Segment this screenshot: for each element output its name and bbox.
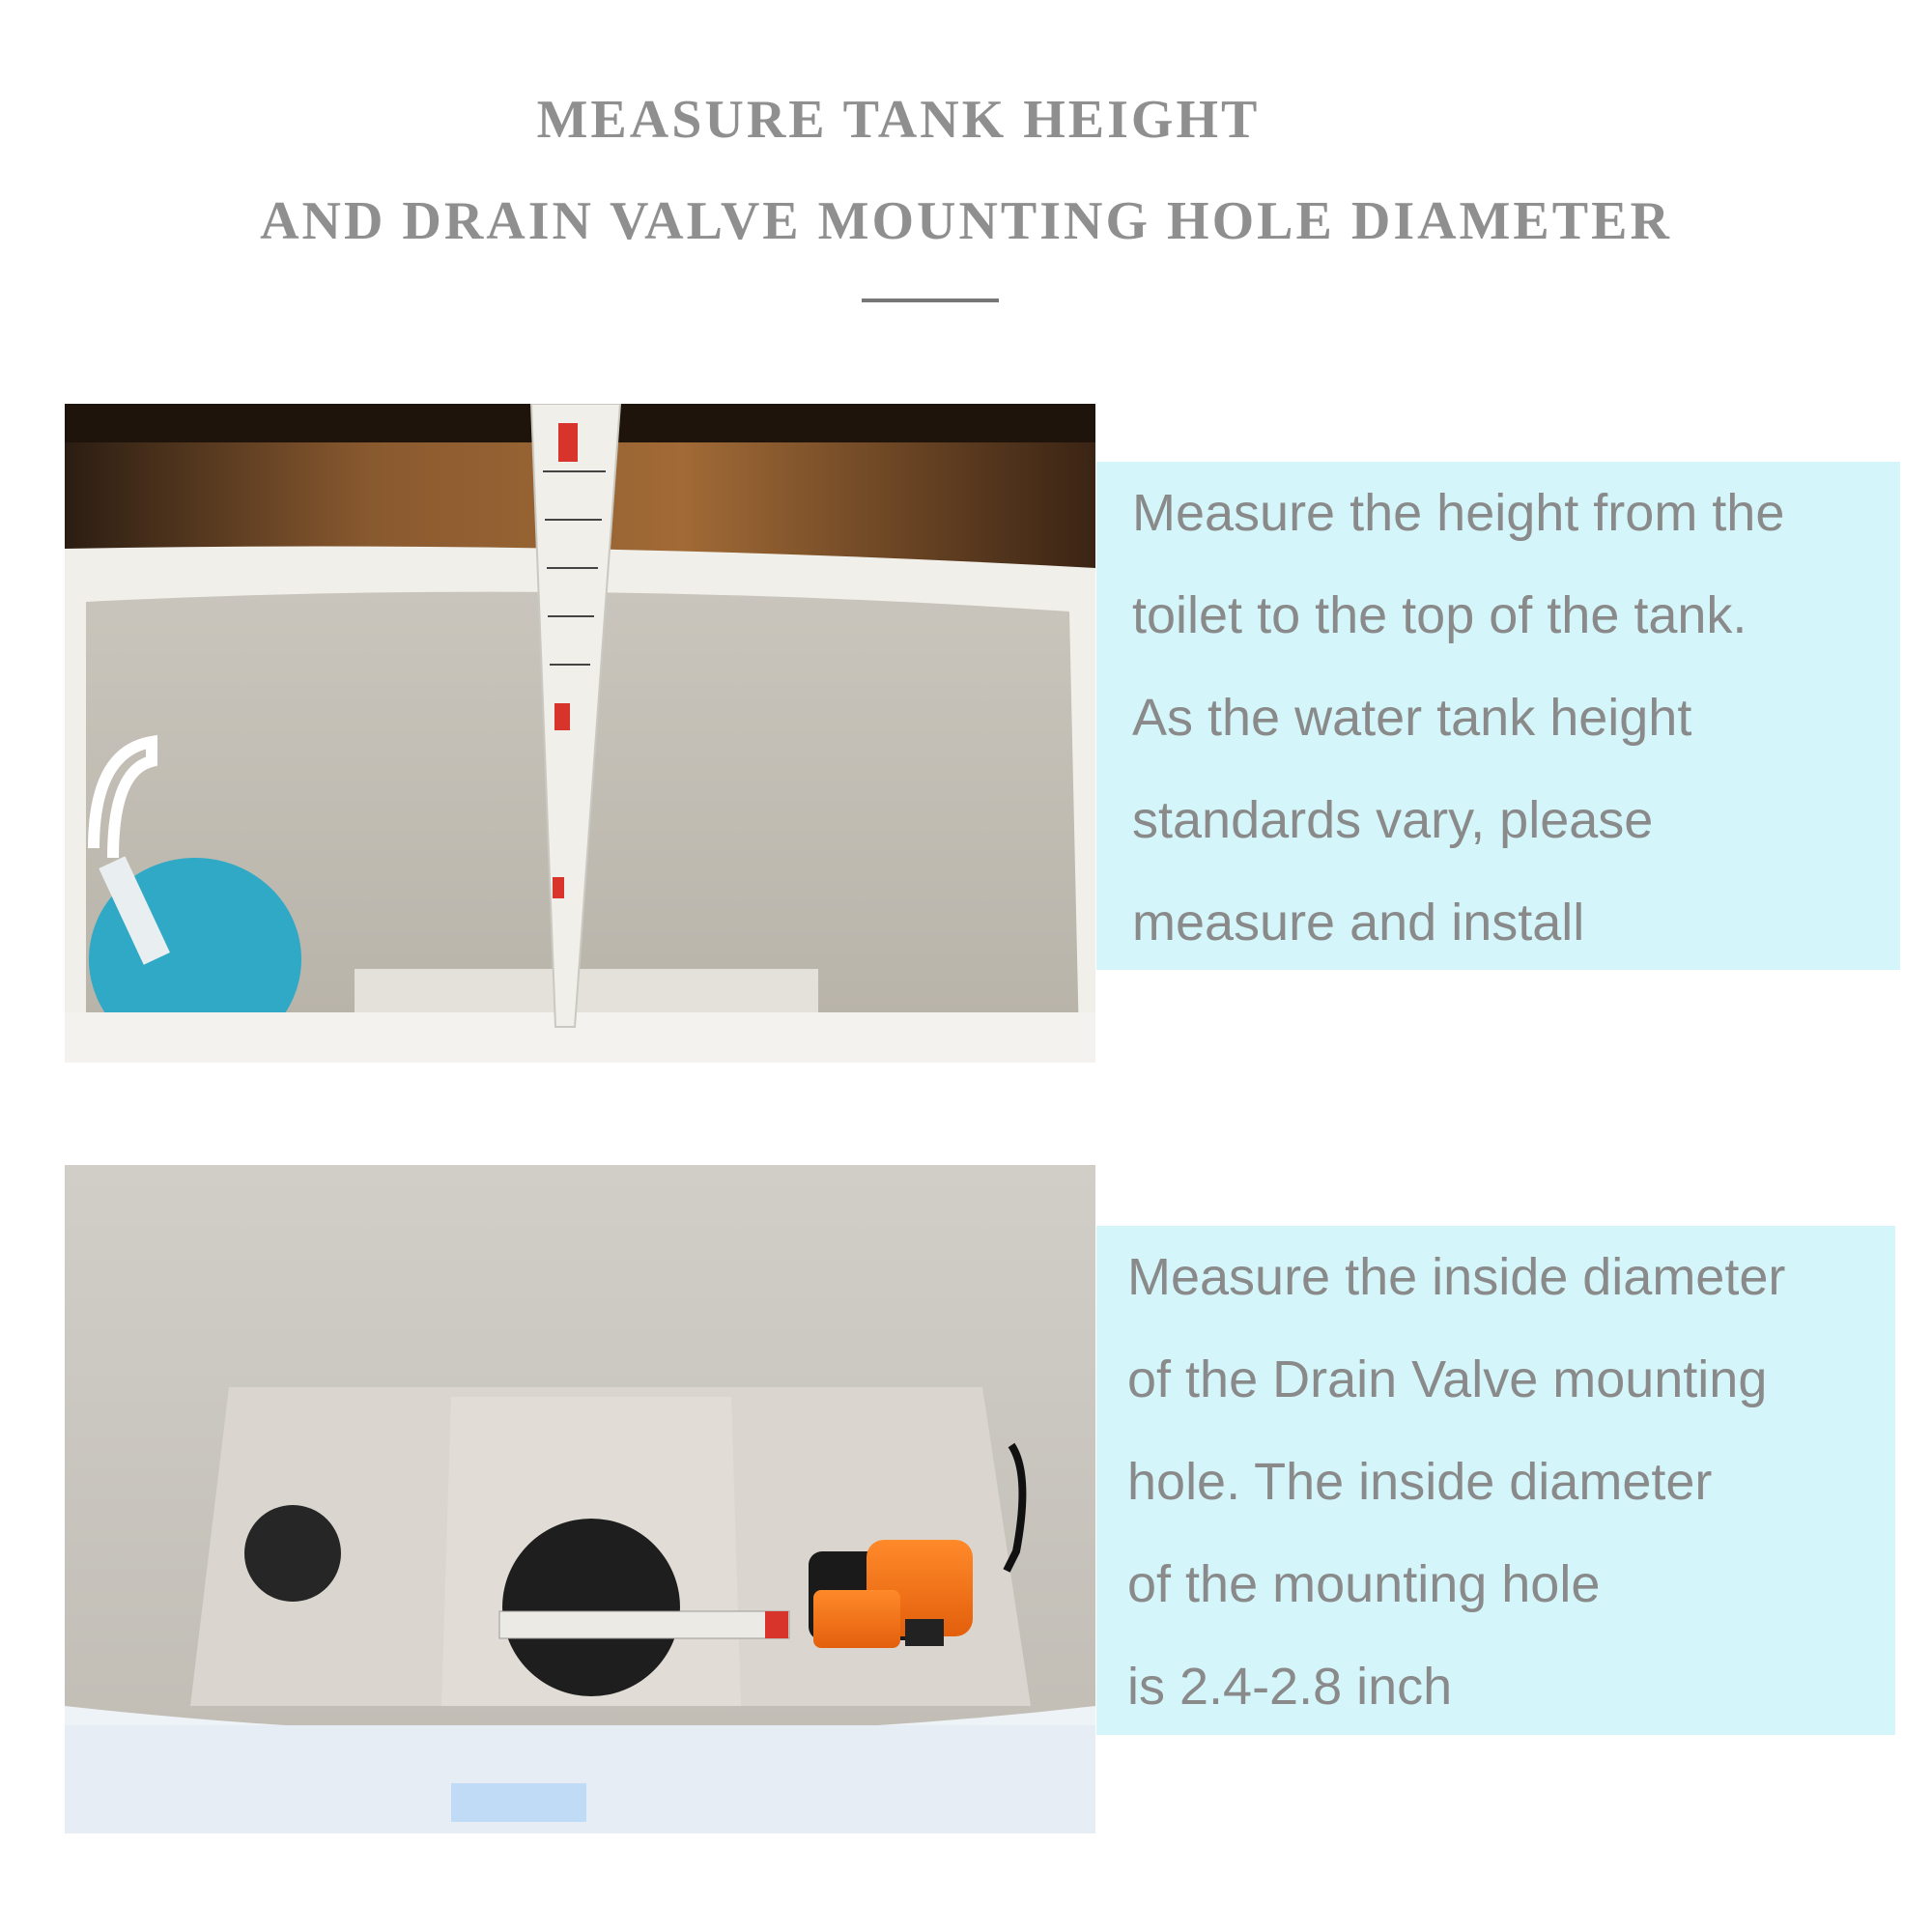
tank-height-instructions [1096, 462, 1900, 970]
instruction-line: measure and install [1132, 894, 1585, 952]
title-divider [862, 298, 999, 302]
tank-height-illustration [65, 404, 1095, 1063]
instruction-line: of the mounting hole [1127, 1555, 1601, 1613]
instruction-line: Measure the inside diameter [1127, 1248, 1786, 1306]
drain-hole-illustration [65, 1165, 1095, 1833]
instruction-line: is 2.4-2.8 inch [1127, 1658, 1453, 1716]
tank-height-photo [65, 404, 1095, 1063]
page-title-line-2: AND DRAIN VALVE MOUNTING HOLE DIAMETER [260, 191, 1672, 251]
page-title-line-1: MEASURE TANK HEIGHT [536, 90, 1261, 150]
instruction-line: As the water tank height [1132, 689, 1692, 747]
instruction-line: toilet to the top of the tank. [1132, 586, 1747, 644]
drain-hole-photo [65, 1165, 1095, 1833]
instruction-line: hole. The inside diameter [1127, 1453, 1713, 1511]
instruction-line: standards vary, please [1132, 791, 1654, 849]
instruction-line: Measure the height from the [1132, 484, 1785, 542]
instruction-line: of the Drain Valve mounting [1127, 1350, 1768, 1408]
drain-hole-instructions [1096, 1226, 1895, 1735]
